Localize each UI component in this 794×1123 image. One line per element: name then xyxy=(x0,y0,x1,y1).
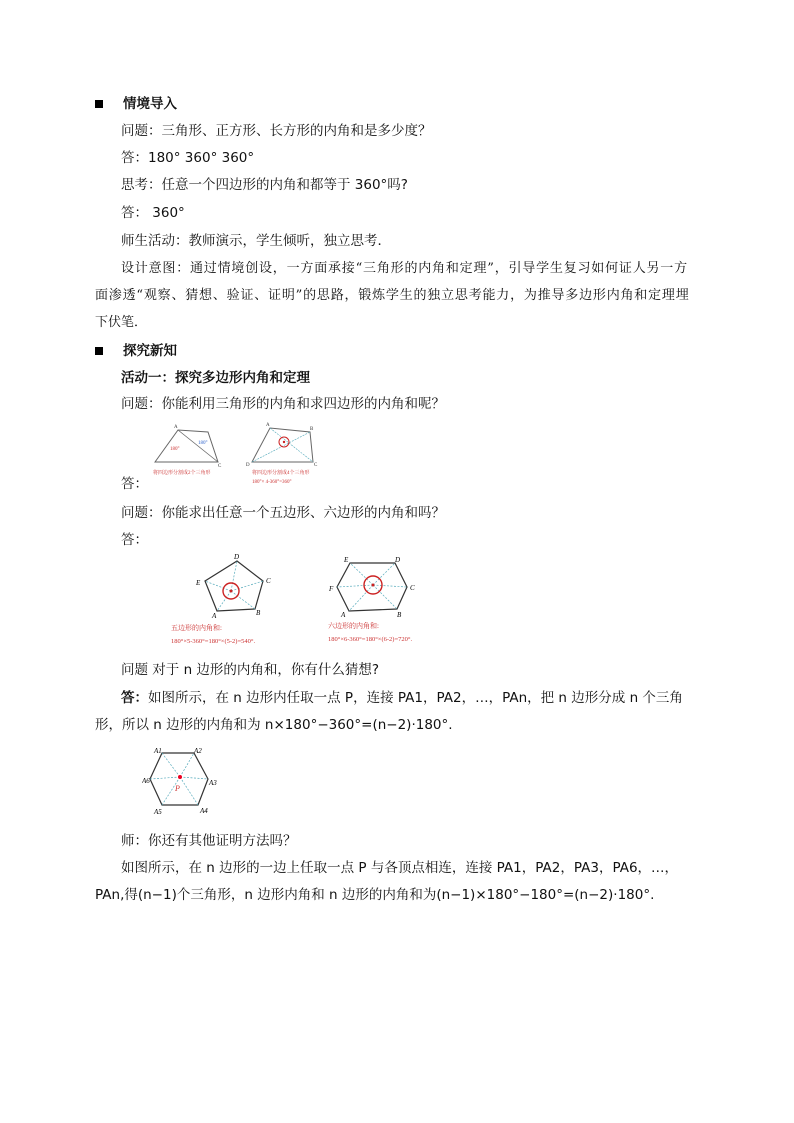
answer-line: 形，所以 n 边形的内角和为 n×180°−360°=(n−2)·180°. xyxy=(95,717,453,733)
answer-text: 答： 360° xyxy=(121,205,185,221)
svg-text:五边形的内角和:: 五边形的内角和: xyxy=(171,624,222,632)
answer-line: PAn,得(n−1)个三角形，n 边形内角和 n 边形的内角和为(n−1)×180°−180°=(n−2)·180°. xyxy=(95,887,655,903)
question-text: 问题 对于 n 边形的内角和，你有什么猜想? xyxy=(121,662,380,678)
design-intent-line: 面渗透“观察、猜想、验证、证明”的思路，锻炼学生的独立思考能力，为推导多边形内角和定理埋 xyxy=(95,288,690,303)
svg-text:C: C xyxy=(218,464,222,469)
question-text: 问题：你能求出任意一个五边形、六边形的内角和吗？ xyxy=(121,505,445,521)
svg-text:180°× 4-360°=360°: 180°× 4-360°=360° xyxy=(252,480,292,485)
section-bullet xyxy=(95,347,103,355)
svg-text:C: C xyxy=(410,584,415,592)
svg-text:六边形的内角和:: 六边形的内角和: xyxy=(328,622,379,630)
svg-text:A2: A2 xyxy=(194,747,202,755)
svg-text:B: B xyxy=(397,611,402,619)
answer-body: 如图所示，在 n 边形内任取一点 P，连接 PA1，PA2，…，PAn，把 n 边形分成 n 个三角 xyxy=(148,690,683,706)
svg-text:D: D xyxy=(234,553,240,561)
answer-line: 如图所示，在 n 边形的一边上任取一点 P 与各顶点相连，连接 PA1，PA2，PA3，PA6，…， xyxy=(121,860,679,876)
design-intent-line: 设计意图：通过情境创设，一方面承接“三角形的内角和定理”，引导学生复习如何证人另一方 xyxy=(121,261,688,276)
svg-text:A: A xyxy=(266,423,270,428)
ngon-figure xyxy=(142,745,222,817)
answer-text: 答： xyxy=(121,532,148,548)
think-text: 思考：任意一个四边形的内角和都等于 360°吗? xyxy=(121,177,408,193)
pentagon-hexagon-figure xyxy=(165,553,465,648)
svg-text:B: B xyxy=(256,609,261,617)
question-text: 问题：三角形、正方形、长方形的内角和是多少度？ xyxy=(121,123,432,139)
section-title: 情境导入 xyxy=(123,96,177,112)
svg-text:180°×6-360°=180°×(6-2)=720°.: 180°×6-360°=180°×(6-2)=720°. xyxy=(328,636,413,643)
svg-text:A4: A4 xyxy=(200,807,208,815)
svg-text:A3: A3 xyxy=(209,779,217,787)
svg-text:A: A xyxy=(174,425,178,430)
answer-text: 答： xyxy=(121,476,148,492)
quadrilateral-figure xyxy=(150,420,330,488)
svg-text:F: F xyxy=(329,585,334,593)
svg-text:A: A xyxy=(212,612,217,620)
svg-text:D: D xyxy=(246,463,250,468)
svg-text:A1: A1 xyxy=(154,747,162,755)
answer-text: 答：180° 360° 360° xyxy=(121,150,255,166)
svg-text:A6: A6 xyxy=(142,777,150,785)
svg-text:C: C xyxy=(314,463,318,468)
answer-line xyxy=(121,688,683,708)
svg-text:E: E xyxy=(344,556,349,564)
svg-text:C: C xyxy=(266,577,271,585)
activity-text: 师生活动：教师演示，学生倾听，独立思考． xyxy=(121,233,391,249)
svg-text:将四边形分割成4个三角形: 将四边形分割成4个三角形 xyxy=(252,471,310,476)
svg-text:180°×5-360°=180°×(5-2)=540°.: 180°×5-360°=180°×(5-2)=540°. xyxy=(171,638,256,645)
svg-text:B: B xyxy=(310,427,314,432)
section-title: 探究新知 xyxy=(123,343,177,359)
question-text: 问题：你能利用三角形的内角和求四边形的内角和呢？ xyxy=(121,396,445,412)
svg-text:A: A xyxy=(341,611,346,619)
svg-text:P: P xyxy=(175,784,180,793)
teacher-question: 师：你还有其他证明方法吗？ xyxy=(121,833,297,849)
svg-text:180°: 180° xyxy=(198,441,208,446)
svg-text:180°: 180° xyxy=(170,447,180,452)
svg-text:E: E xyxy=(196,579,201,587)
svg-text:将四边形分割成2个三角形: 将四边形分割成2个三角形 xyxy=(153,471,211,476)
svg-text:A5: A5 xyxy=(154,808,162,816)
answer-lead: 答： xyxy=(121,690,148,706)
design-intent-line: 下伏笔． xyxy=(95,315,148,330)
activity-title: 活动一：探究多边形内角和定理 xyxy=(121,370,310,386)
section-bullet xyxy=(95,100,103,108)
svg-text:D: D xyxy=(395,556,401,564)
